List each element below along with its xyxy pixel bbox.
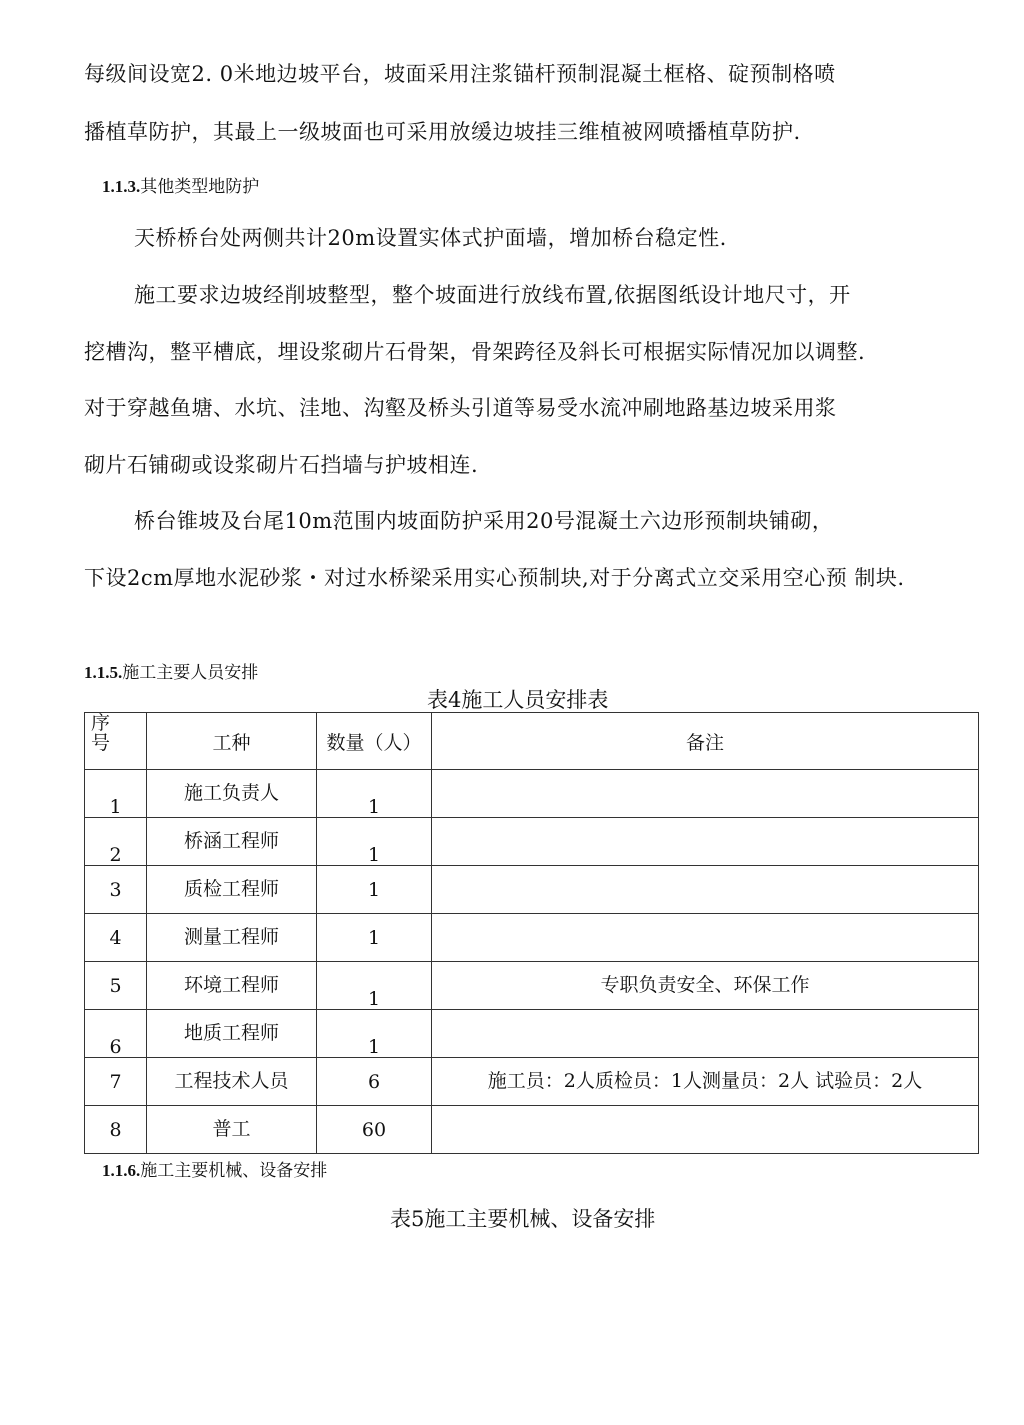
header-note-cell — [432, 713, 979, 770]
header-seq — [91, 713, 110, 753]
table-row — [85, 914, 979, 962]
section-title: 施工主要人员安排 — [122, 663, 259, 683]
section-heading-1-1-5 — [84, 658, 258, 683]
row-count: 60 — [361, 1119, 387, 1141]
table-5-caption: 表5施工主要机械、设备安排 — [390, 1207, 656, 1231]
section-heading-1-1-3 — [102, 172, 259, 197]
paragraph-line: 挖槽沟，整平槽底，埋设浆砌片石骨架，骨架跨径及斜长可根据实际情况加以调整. — [84, 340, 866, 364]
row-note: 施工员：2人质检员：1人测量员：2人 试验员：2人 — [487, 1070, 923, 1092]
table-row — [85, 1010, 979, 1058]
paragraph-line: 对于穿越鱼塘、水坑、洼地、沟壑及桥头引道等易受水流冲刷地路基边坡采用浆 — [84, 396, 837, 420]
row-type: 测量工程师 — [183, 926, 279, 948]
row-seq: 7 — [109, 1071, 122, 1093]
row-count: 1 — [367, 927, 381, 949]
row-seq: 4 — [109, 927, 122, 949]
row-seq: 8 — [109, 1119, 122, 1141]
row-seq: 6 — [109, 1036, 122, 1058]
row-type: 桥涵工程师 — [183, 830, 279, 852]
paragraph-line: 下设2cm厚地水泥砂浆・对过水桥梁采用实心预制块,对于分离式立交采用空心预 制块. — [84, 566, 905, 590]
header-note: 备注 — [685, 732, 724, 754]
paragraph-line: 天桥桥台处两侧共计20m设置实体式护面墙，增加桥台稳定性. — [134, 226, 727, 250]
row-count: 1 — [367, 844, 381, 866]
section-title: 其他类型地防护 — [140, 177, 260, 197]
table-row — [85, 1058, 979, 1106]
paragraph-line: 播植草防护，其最上一级坡面也可采用放缓边坡挂三维植被网喷播植草防护. — [84, 120, 801, 144]
staff-arrangement-table — [84, 712, 979, 1154]
row-seq: 3 — [109, 879, 122, 901]
row-seq: 1 — [109, 796, 122, 818]
table-header-row — [85, 713, 979, 770]
table-4-caption: 表4施工人员安排表 — [427, 688, 609, 712]
section-heading-1-1-6 — [102, 1156, 327, 1181]
row-type: 普工 — [212, 1118, 251, 1140]
header-seq-top: 序 — [91, 712, 111, 734]
table-row — [85, 1106, 979, 1154]
table-row — [85, 818, 979, 866]
section-number: 1.1.5. — [84, 663, 123, 682]
row-count: 6 — [367, 1071, 381, 1093]
section-title: 施工主要机械、设备安排 — [140, 1161, 328, 1181]
header-type: 工种 — [212, 732, 251, 754]
row-count: 1 — [367, 879, 381, 901]
row-note: 专职负责安全、环保工作 — [600, 974, 810, 996]
paragraph-line: 施工要求边坡经削坡整型，整个坡面进行放线布置,依据图纸设计地尺寸，开 — [134, 283, 851, 307]
row-count: 1 — [367, 1036, 381, 1058]
table-row — [85, 962, 979, 1010]
header-count-cell — [317, 713, 432, 770]
row-type: 施工负责人 — [183, 782, 279, 804]
section-number: 1.1.3. — [102, 177, 141, 196]
header-seq-bottom: 号 — [91, 732, 111, 754]
row-seq: 2 — [109, 844, 122, 866]
header-seq-cell — [85, 713, 147, 770]
row-type: 工程技术人员 — [174, 1070, 289, 1092]
table-row — [85, 770, 979, 818]
row-count: 1 — [367, 796, 381, 818]
paragraph-line: 砌片石铺砌或设浆砌片石挡墙与护坡相连. — [84, 453, 479, 477]
header-type-cell — [147, 713, 317, 770]
header-count: 数量（人） — [326, 732, 422, 754]
row-seq: 5 — [109, 975, 122, 997]
row-type: 环境工程师 — [183, 974, 279, 996]
paragraph-line: 每级间设宽2. 0米地边坡平台，坡面采用注浆锚杆预制混凝土框格、碇预制格喷 — [84, 62, 836, 86]
table-row — [85, 866, 979, 914]
row-count: 1 — [367, 988, 381, 1010]
row-type: 地质工程师 — [183, 1022, 279, 1044]
row-type: 质检工程师 — [183, 878, 279, 900]
paragraph-line: 桥台锥坡及台尾10m范围内坡面防护采用20号混凝土六边形预制块铺砌， — [134, 509, 834, 533]
section-number: 1.1.6. — [102, 1161, 141, 1180]
